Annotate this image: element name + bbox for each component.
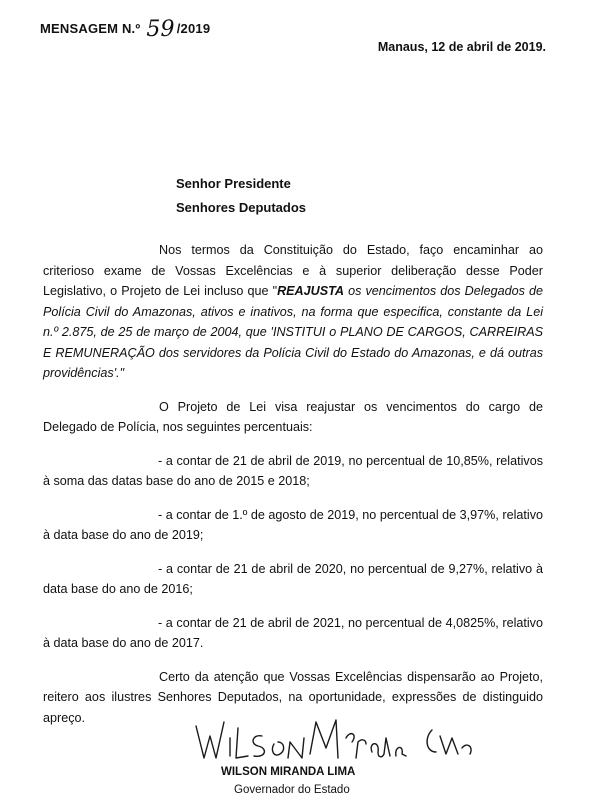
list-item: - a contar de 21 de abril de 2020, no percentual de 9,27%, relativo à data base do ano de 2016; [43, 561, 543, 596]
signature-scribble [190, 708, 480, 768]
message-header [40, 14, 211, 42]
paragraph-intro-quote: os vencimentos dos Delegados de Polícia Civil do Amazonas, ativos e inativos, na forma que especifica, constante da Lei n.º 2.875, de 25 de março de 2004, que 'INSTITUI o PLANO DE CARGOS, CARREIRAS E REMUNERAÇÃO dos servidores da Polícia Civil do Estado do Amazonas, e dá outras providências'." [43, 284, 543, 380]
list-item: - a contar de 21 de abril de 2021, no percentual de 4,0825%, relativo à data base do ano de 2017. [43, 615, 543, 650]
date-line: Manaus, 12 de abril de 2019. [377, 40, 546, 54]
handwritten-signature [190, 708, 480, 768]
paragraph-intro-text: Nos termos da Constituição do Estado, faço encaminhar ao criterioso exame de Vossas Excelências e à superior deliberação desse Poder Legislativo, o Projeto de Lei incluso que " [43, 243, 543, 298]
message-year: /2019 [176, 21, 211, 36]
paragraph-intro [43, 240, 543, 384]
letter-body [43, 240, 543, 741]
message-number-handwritten: 59 [146, 17, 175, 42]
paragraph-closing: Certo da atenção que Vossas Excelências dispensarão ao Projeto, reitero aos ilustres Senhores Deputados, na oportunidade, expressões de distinguido apreço. [43, 669, 543, 725]
list-item: - a contar de 1.º de agosto de 2019, no percentual de 3,97%, relativo à data base do ano de 2019; [43, 507, 543, 542]
salutation-president: Senhor Presidente [176, 176, 291, 191]
salutation [176, 172, 306, 220]
signer-title: Governador do Estado [234, 784, 350, 796]
reajusta-emphasis: REAJUSTA [277, 284, 345, 298]
list-item: - a contar de 21 de abril de 2019, no percentual de 10,85%, relativos à soma das datas base do ano de 2015 e 2018; [43, 453, 543, 488]
signer-name: WILSON MIRANDA LIMA [221, 766, 356, 778]
paragraph-purpose: O Projeto de Lei visa reajustar os vencimentos do cargo de Delegado de Polícia, nos seguintes percentuais: [43, 399, 543, 434]
salutation-deputies: Senhores Deputados [176, 200, 307, 215]
message-label: MENSAGEM N.º [40, 21, 141, 36]
